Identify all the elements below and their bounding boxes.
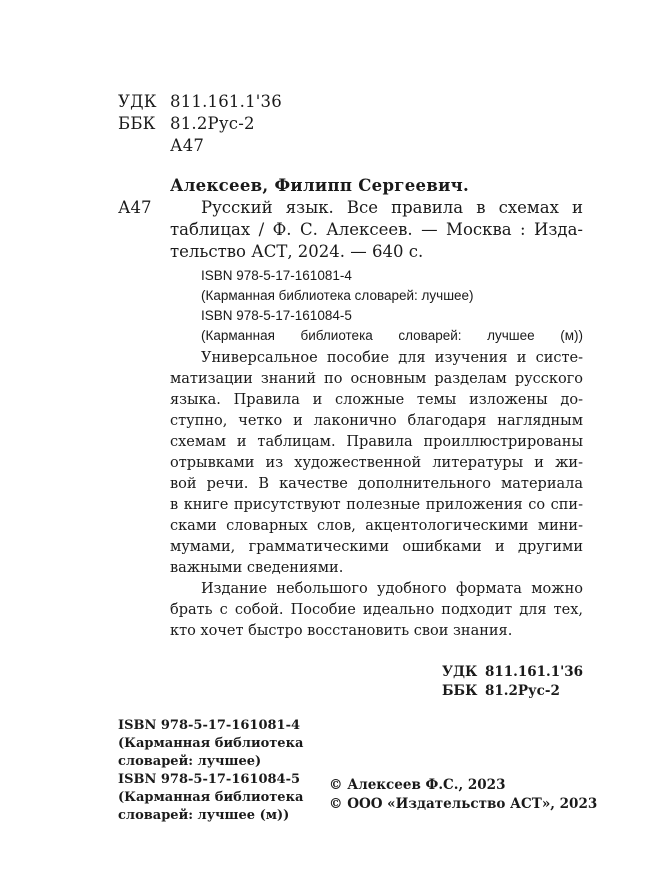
bbk-value: 81.2Рус-2 <box>170 114 255 133</box>
udk-value: 811.161.1'36 <box>170 92 282 111</box>
copyright-line: © ООО «Издательство АСТ», 2023 <box>329 796 598 812</box>
bbk-value: 81.2Рус-2 <box>485 683 560 699</box>
abstract-line: важными сведениями. <box>170 560 344 576</box>
bbk-label: ББК <box>442 683 478 699</box>
copyright-line: © Алексеев Ф.С., 2023 <box>329 777 506 793</box>
title-line: таблицах / Ф. С. Алексеев. — Москва : Изда- <box>170 220 583 239</box>
left-author-sign: А47 <box>118 198 152 217</box>
abstract-line: отрывками из художественной литературы и жи- <box>170 455 583 471</box>
bbk-label: ББК <box>118 114 156 133</box>
abstract-line: языка. Правила и сложные темы изложены до- <box>170 392 583 408</box>
abstract-line: мумами, грамматическими ошибками и другими <box>170 539 583 555</box>
isbn-line: ISBN 978-5-17-161084-5 <box>201 308 352 323</box>
title-block <box>201 198 583 220</box>
isbn-line: ISBN 978-5-17-161081-4 <box>201 268 352 283</box>
isbn-line: ISBN 978-5-17-161084-5 <box>118 772 301 787</box>
abstract-line: Универсальное пособие для изучения и систе- <box>201 350 583 366</box>
author-name: Алексеев, Филипп Сергеевич. <box>170 176 470 195</box>
series-line: (Карманная библиотека словарей: лучшее) <box>201 288 474 303</box>
series-line: (Карманная библиотека <box>118 736 304 751</box>
author-sign: А47 <box>170 136 205 155</box>
abstract-line: Издание небольшого удобного формата можно <box>201 581 583 597</box>
abstract-line: матизации знаний по основным разделам русского <box>170 371 583 387</box>
series-line: (Карманная библиотека <box>118 790 304 805</box>
isbn-line: ISBN 978-5-17-161081-4 <box>118 718 301 733</box>
udk-value: 811.161.1'36 <box>485 664 584 680</box>
series-line: (Карманная библиотека словарей: лучшее (м)) <box>201 328 583 343</box>
abstract-line: брать с собой. Пособие идеально подходит для тех, <box>170 602 583 618</box>
title-line: Русский язык. Все правила в схемах и <box>201 198 583 217</box>
title-continuation <box>170 220 583 264</box>
udk-label: УДК <box>442 664 478 680</box>
abstract-line: кто хочет быстро восстановить свои знания. <box>170 623 513 639</box>
abstract-line: вой речи. В качестве дополнительного материала <box>170 476 583 492</box>
abstract-line: сками словарных слов, акцентологическими мини- <box>170 518 583 534</box>
title-line: тельство АСТ, 2024. — 640 с. <box>170 242 424 261</box>
abstract-line: схемам и таблицам. Правила проиллюстрированы <box>170 434 583 450</box>
abstract-line: ступно, четко и лаконично благодаря наглядным <box>170 413 583 429</box>
udk-label: УДК <box>118 92 157 111</box>
abstract-line: в книге присутствуют полезные приложения со спи- <box>170 497 583 513</box>
series-line: словарей: лучшее (м)) <box>118 808 290 823</box>
series-line: словарей: лучшее) <box>118 754 262 769</box>
